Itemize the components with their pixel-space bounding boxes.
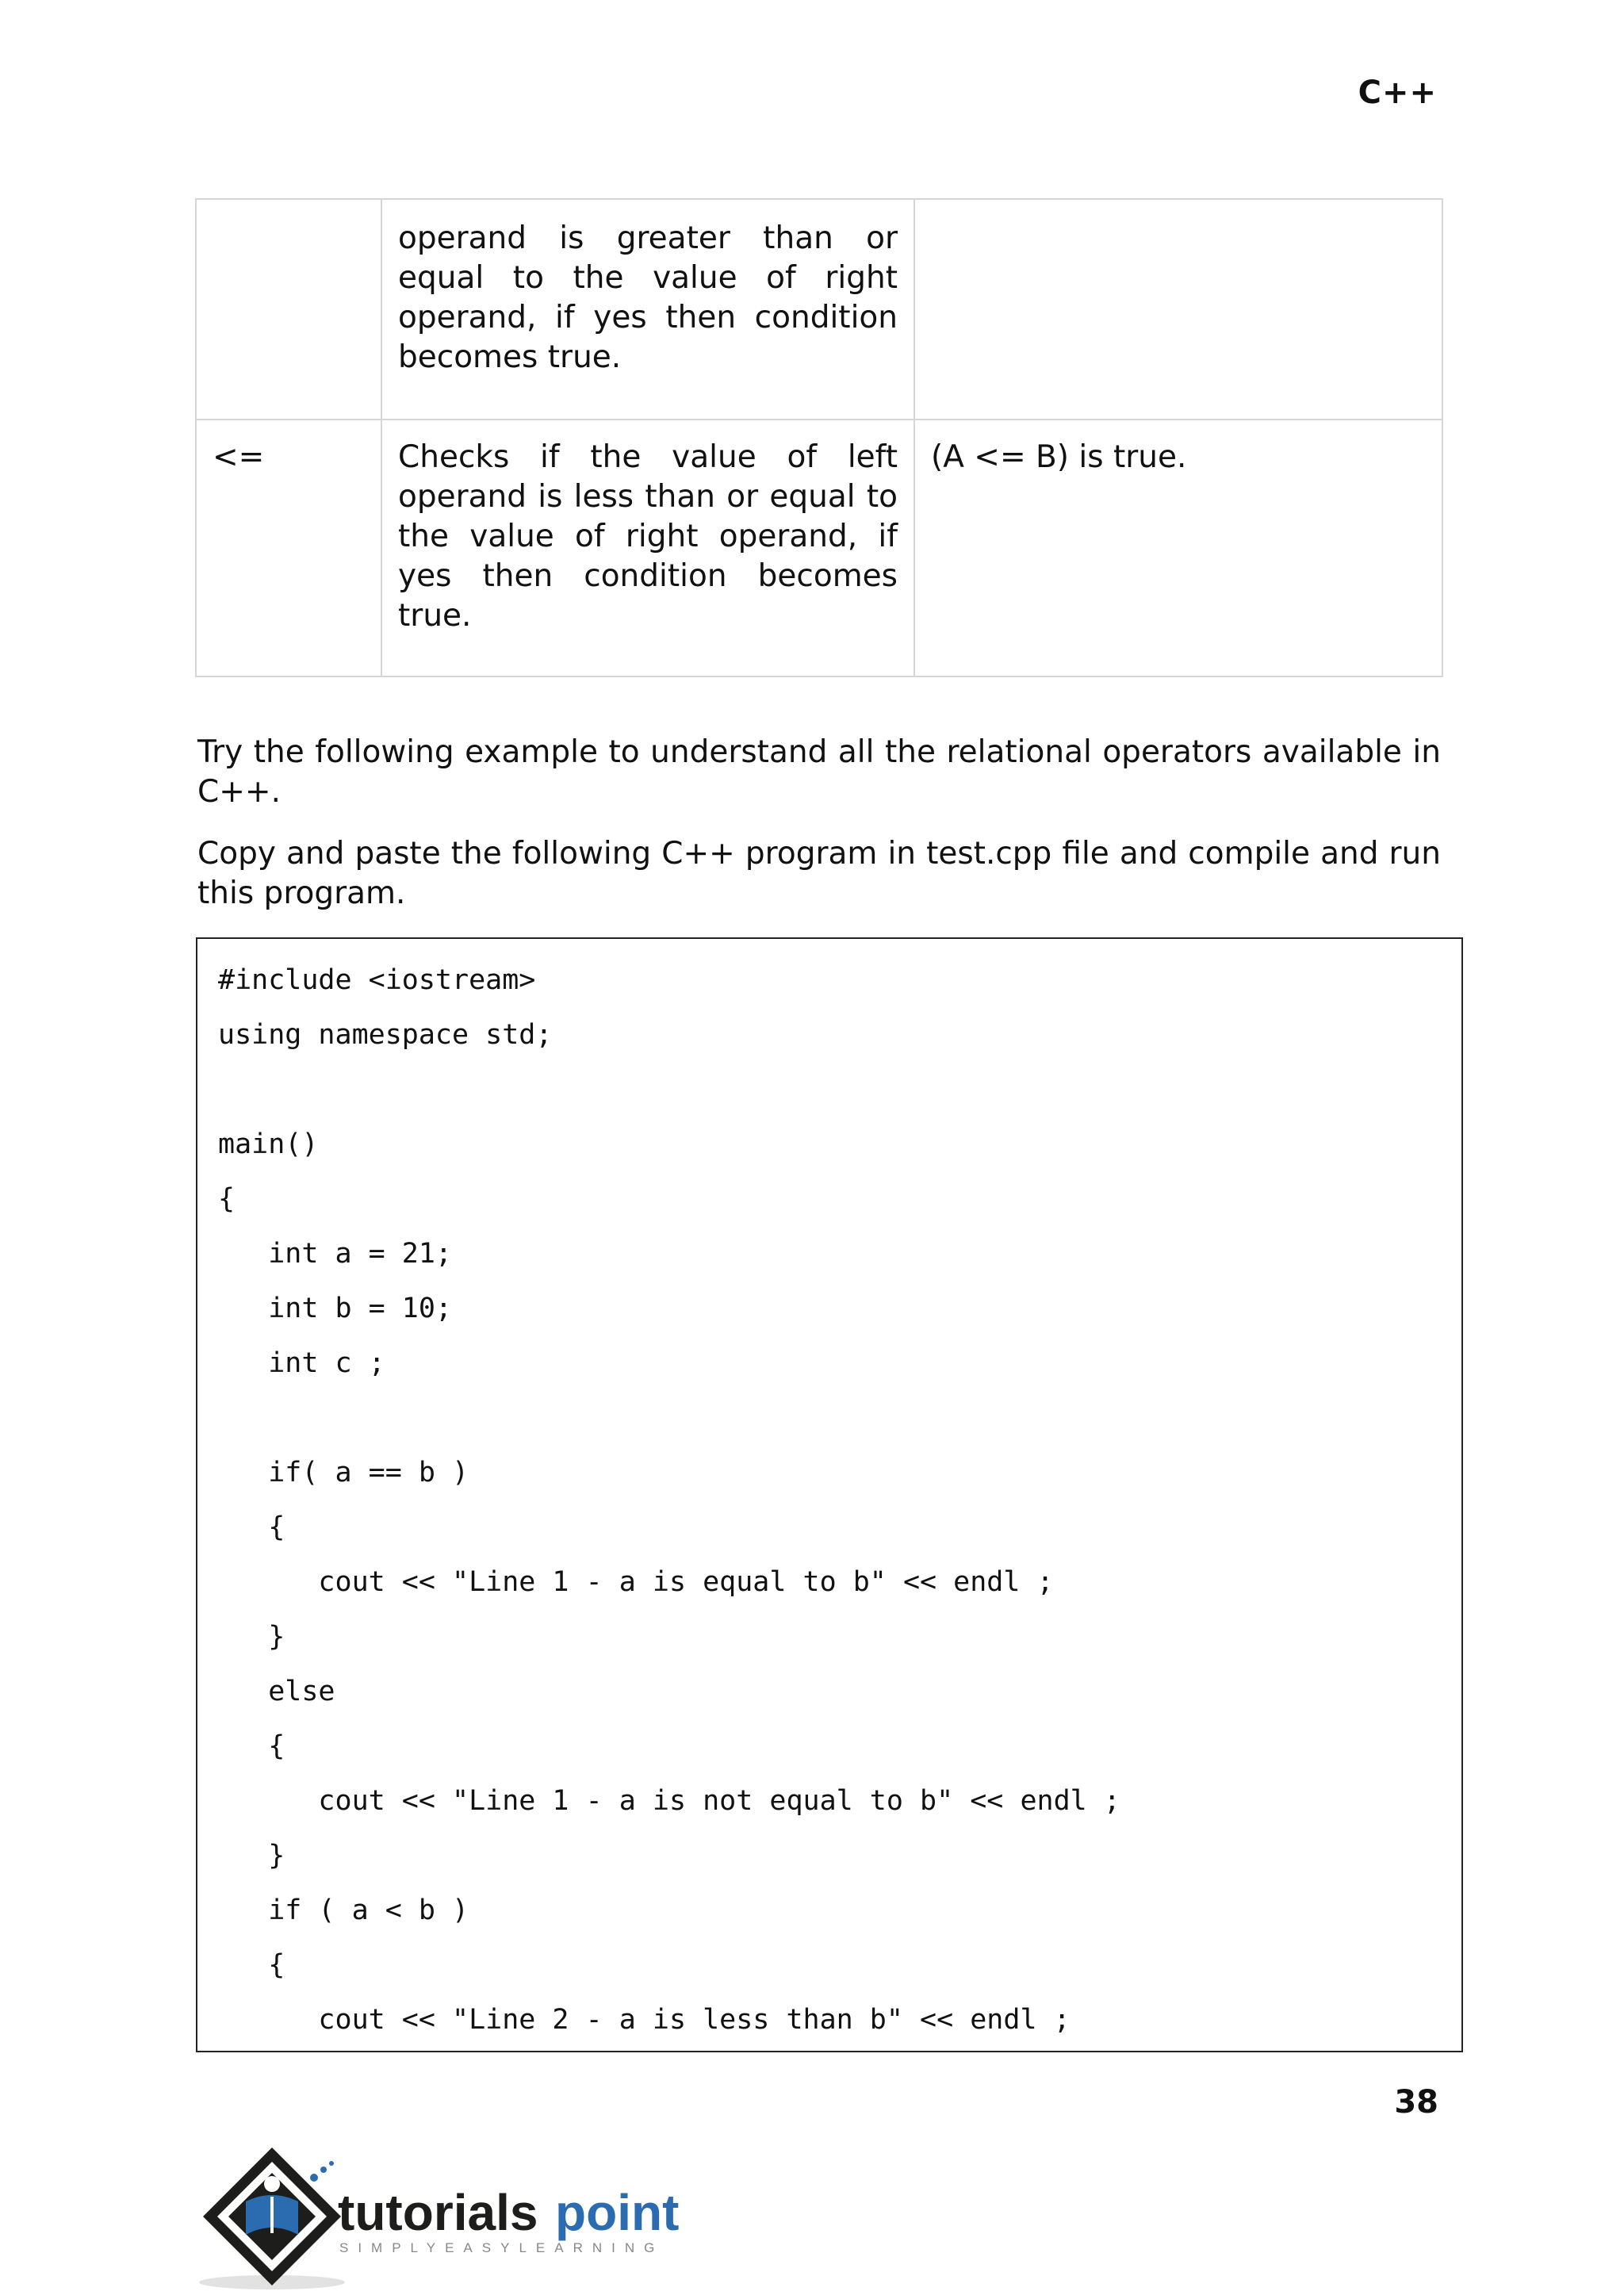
operator-cell: <= [196, 420, 381, 676]
svg-text:tutorials: tutorials [338, 2184, 538, 2241]
code-line: using namespace std; [218, 1019, 553, 1051]
code-line: cout << "Line 2 - a is less than b" << endl ; [218, 2004, 1071, 2036]
description-cell: operand is greater than or equal to the value of right operand, if yes then condition becomes true. [381, 199, 914, 420]
code-line: int b = 10; [218, 1293, 453, 1324]
code-line [218, 1063, 1461, 1117]
page-number: 38 [1394, 2084, 1438, 2121]
tutorialspoint-logo [197, 2141, 688, 2292]
example-cell [914, 199, 1442, 420]
code-line: if( a == b ) [218, 1457, 469, 1488]
table-row [196, 199, 1442, 420]
code-line: cout << "Line 1 - a is not equal to b" << endl ; [218, 1785, 1120, 1817]
document-title: C++ [1358, 75, 1437, 111]
intro-paragraph: Try the following example to understand all the relational operators available in C++. [197, 734, 1441, 810]
code-line: #include <iostream> [218, 964, 536, 996]
operator-cell [196, 199, 381, 420]
code-line: cout << "Line 1 - a is equal to b" << endl ; [218, 1566, 1054, 1598]
code-line: int a = 21; [218, 1238, 453, 1270]
code-line: { [218, 1730, 285, 1762]
svg-text:SIMPLYEASYLEARNING: SIMPLYEASYLEARNING [339, 2240, 665, 2255]
code-line: { [218, 1949, 285, 1981]
svg-text:point: point [555, 2184, 680, 2241]
code-line: if ( a < b ) [218, 1895, 469, 1926]
code-line: } [218, 1621, 285, 1653]
code-line: else [218, 1676, 335, 1707]
code-block [196, 937, 1463, 2052]
operator-table [195, 198, 1443, 677]
code-line [218, 1391, 1461, 1446]
instruction-paragraph: Copy and paste the following C++ program in test.cpp file and compile and run this program. [197, 836, 1441, 911]
code-line: int c ; [218, 1347, 385, 1379]
code-line: { [218, 1511, 285, 1543]
code-line: main() [218, 1128, 319, 1160]
code-line: { [218, 1183, 236, 1215]
table-row [196, 420, 1442, 676]
code-line: } [218, 1840, 285, 1872]
example-cell: (A <= B) is true. [914, 420, 1442, 676]
description-cell: Checks if the value of left operand is less than or equal to the value of right operand, if yes then condition becomes true. [381, 420, 914, 676]
